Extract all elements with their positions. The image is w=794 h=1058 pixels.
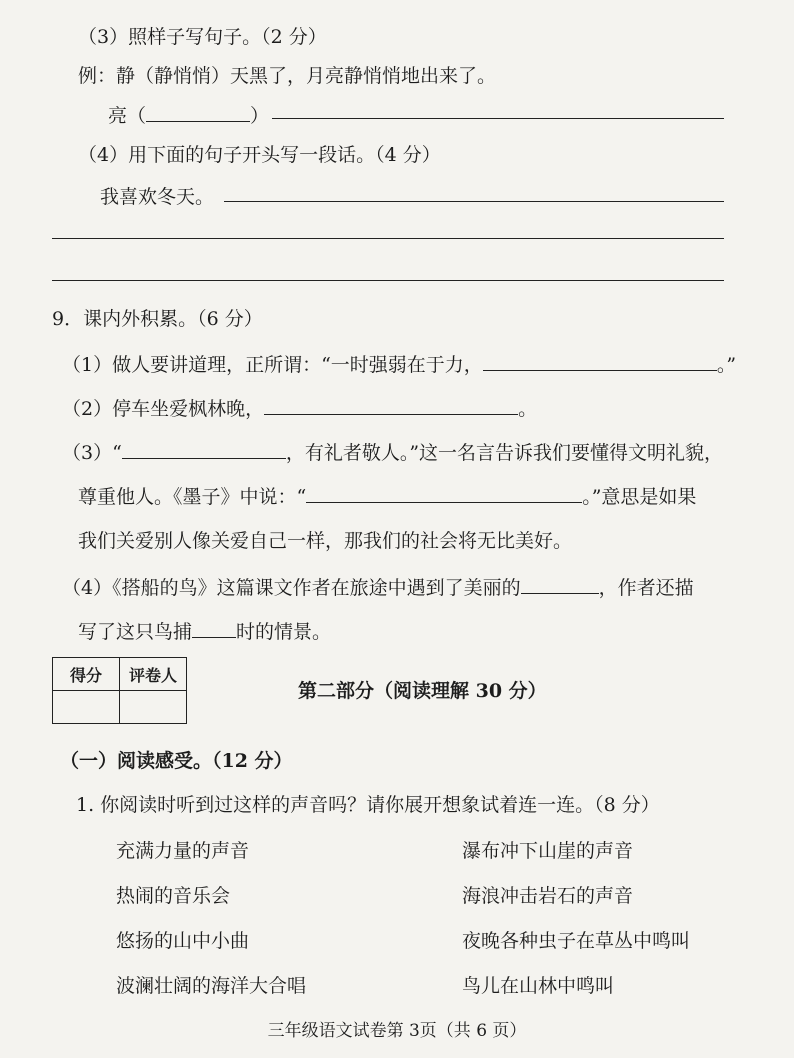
q8-part3-word-blank[interactable] [146,103,250,122]
score-header: 得分 [53,658,120,691]
page-footer: 三年级语文试卷第 3页（共 6 页） [267,1021,527,1041]
part2-q1: 1. 你阅读时听到过这样的声音吗？请你展开想象试着连一连。（8 分） [76,794,660,816]
q9-item3-line2 [78,484,696,510]
q8-part3-prompt [108,103,269,129]
q9-item4-text-end: ，作者还描 [598,577,694,599]
q9-item4-line1 [62,575,694,601]
q8-part4-answer-line-2[interactable] [52,238,724,239]
right-item-4[interactable]: 鸟儿在山林中鸣叫 [462,975,615,997]
q9-item3-text: ，有礼者敬人。”这一名言告诉我们要懂得文明礼貌， [285,442,724,464]
q9-item1-blank[interactable] [483,352,717,371]
q9-item2-end: 。 [518,398,538,420]
left-item-3[interactable]: 悠扬的山中小曲 [116,930,250,952]
q9-title: 9．课内外积累。（6 分） [52,308,263,330]
q9-item1-end: 。” [716,354,737,376]
q9-item3-blank-1[interactable] [122,440,286,459]
score-cell[interactable] [53,691,120,724]
left-item-2[interactable]: 热闹的音乐会 [116,885,231,907]
part2-title: 第二部分（阅读理解 30 分） [298,680,547,702]
q9-item3-mozi: 尊重他人。《墨子》中说：“ [78,486,307,508]
q9-item3-open: （3）“ [62,442,122,464]
q8-part3-answer-line[interactable] [272,118,724,119]
grader-cell[interactable] [120,691,187,724]
right-item-3[interactable]: 夜晚各种虫子在草丛中鸣叫 [462,930,691,952]
q9-item4-text2: 写了这只鸟捕 [78,621,193,643]
q8-part3-prompt-end: ） [250,105,270,127]
q9-item1-text: （1）做人要讲道理，正所谓：“一时强弱在于力， [62,354,483,376]
q9-item1 [62,352,736,378]
q9-item2-text: （2）停车坐爱枫林晚， [62,398,265,420]
left-item-1[interactable]: 充满力量的声音 [116,840,250,862]
q9-item3-blank-2[interactable] [306,484,582,503]
q8-part3-heading: （3）照样子写句子。（2 分） [78,26,327,48]
score-table [52,657,187,724]
q8-part4-opening: 我喜欢冬天。 [100,186,215,208]
q9-item3-line1 [62,440,723,466]
grader-header: 评卷人 [120,658,187,691]
q9-item4-text2-end: 时的情景。 [236,621,332,643]
left-item-4[interactable]: 波澜壮阔的海洋大合唱 [116,975,307,997]
q9-item4-line2 [78,619,331,645]
q9-item3-meaning: 。”意思是如果 [582,486,697,508]
q9-item2 [62,396,537,422]
right-item-2[interactable]: 海浪冲击岩石的声音 [462,885,634,907]
q9-item3-line3: 我们关爱别人像关爱自己一样，那我们的社会将无比美好。 [78,530,573,552]
q8-part3-prompt-start: 亮（ [108,105,147,127]
q9-item2-blank[interactable] [264,396,518,415]
q8-part4-answer-line-1[interactable] [224,201,724,202]
section1-title: （一）阅读感受。（12 分） [60,750,293,772]
q9-item4-blank-1[interactable] [521,575,599,594]
q8-part4-heading: （4）用下面的句子开头写一段话。（4 分） [78,144,441,166]
q8-part3-example: 例：静（静悄悄）天黑了，月亮静悄悄地出来了。 [78,65,497,87]
right-item-1[interactable]: 瀑布冲下山崖的声音 [462,840,634,862]
q9-item4-text: （4）《搭船的鸟》这篇课文作者在旅途中遇到了美丽的 [62,577,521,599]
q9-item4-blank-2[interactable] [192,619,236,638]
q8-part4-answer-line-3[interactable] [52,280,724,281]
